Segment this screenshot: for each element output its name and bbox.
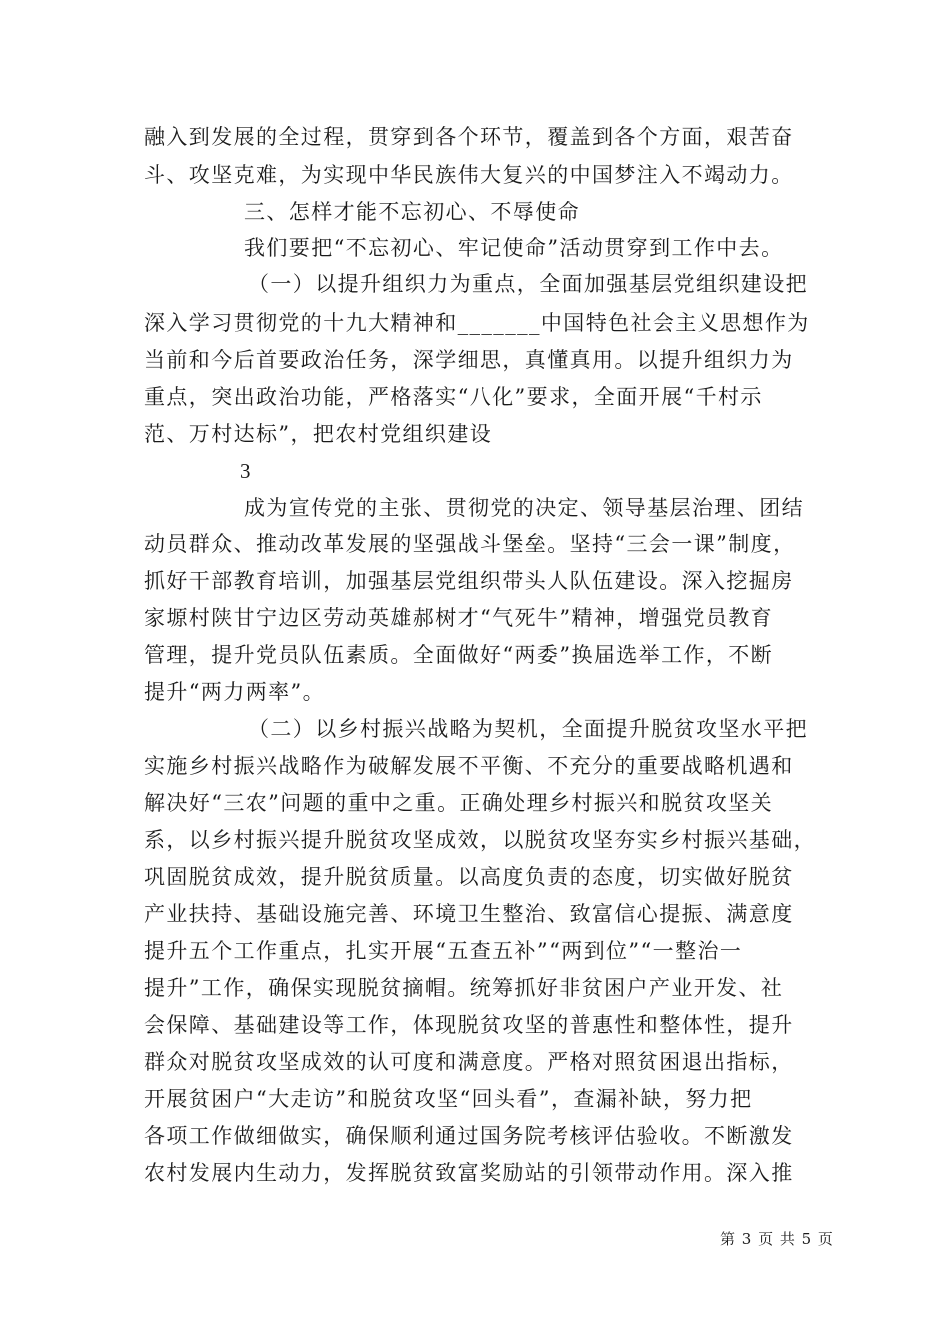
- text-line: 解决好“三农”问题的重中之重。正确处理乡村振兴和脱贫攻坚关: [144, 791, 774, 815]
- text-line: 管理，提升党员队伍素质。全面做好“两委”换届选举工作，不断: [144, 643, 774, 667]
- text-line: 各项工作做细做实，确保顺利通过国务院考核评估验收。不断激发: [144, 1124, 794, 1148]
- text-line: 家塬村陕甘宁边区劳动英雄郝树才“气死牛”精神，增强党员教育: [144, 606, 774, 630]
- text-line: 系，以乡村振兴提升脱贫攻坚成效，以脱贫攻坚夯实乡村振兴基础，: [144, 828, 816, 852]
- page-footer: 第 3 页 共 5 页: [720, 1230, 834, 1248]
- text-line: 提升”工作，确保实现脱贫摘帽。统筹抓好非贫困户产业开发、社: [144, 976, 784, 1000]
- text-line: 提升五个工作重点，扎实开展“五查五补”“两到位”“一整治一: [144, 939, 743, 963]
- text-line: 范、万村达标”，把农村党组织建设: [144, 422, 493, 446]
- text-line: 产业扶持、基础设施完善、环境卫生整治、致富信心提振、满意度: [144, 902, 794, 926]
- text-line: 群众对脱贫攻坚成效的认可度和满意度。严格对照贫困退出指标，: [144, 1050, 794, 1074]
- text-line: 实施乡村振兴战略作为破解发展不平衡、不充分的重要战略机遇和: [144, 754, 794, 778]
- text-line: 融入到发展的全过程，贯穿到各个环节，覆盖到各个方面，艰苦奋: [144, 125, 794, 149]
- text-line: 斗、攻坚克难，为实现中华民族伟大复兴的中国梦注入不竭动力。: [144, 163, 794, 187]
- text-line: 开展贫困户“大走访”和脱贫攻坚“回头看”，查漏补缺，努力把: [144, 1087, 753, 1111]
- text-line: 巩固脱贫成效，提升脱贫质量。以高度负责的态度，切实做好脱贫: [144, 865, 794, 889]
- text-line: 深入学习贯彻党的十九大精神和_______中国特色社会主义思想作为: [144, 311, 810, 335]
- text-line: 提升“两力两率”。: [144, 680, 326, 704]
- text-line: 动员群众、推动改革发展的坚强战斗堡垒。坚持“三会一课”制度，: [144, 532, 796, 556]
- text-line: 当前和今后首要政治任务，深学细思，真懂真用。以提升组织力为: [144, 348, 794, 372]
- text-line: 重点，突出政治功能，严格落实“八化”要求，全面开展“千村示: [144, 385, 763, 409]
- inline-page-number: 3: [240, 459, 252, 483]
- subsection-heading: （二）以乡村振兴战略为契机，全面提升脱贫攻坚水平把: [248, 717, 808, 741]
- text-line: 抓好干部教育培训，加强基层党组织带头人队伍建设。深入挖掘房: [144, 569, 794, 593]
- section-heading: 三、怎样才能不忘初心、不辱使命: [244, 200, 580, 224]
- text-line: 我们要把“不忘初心、牢记使命”活动贯穿到工作中去。: [244, 236, 784, 260]
- subsection-heading: （一）以提升组织力为重点，全面加强基层党组织建设把: [248, 272, 808, 296]
- text-line: 成为宣传党的主张、贯彻党的决定、领导基层治理、团结: [244, 496, 804, 520]
- text-line: 会保障、基础建设等工作，体现脱贫攻坚的普惠性和整体性，提升: [144, 1013, 794, 1037]
- text-line: 农村发展内生动力，发挥脱贫致富奖励站的引领带动作用。深入推: [144, 1161, 794, 1185]
